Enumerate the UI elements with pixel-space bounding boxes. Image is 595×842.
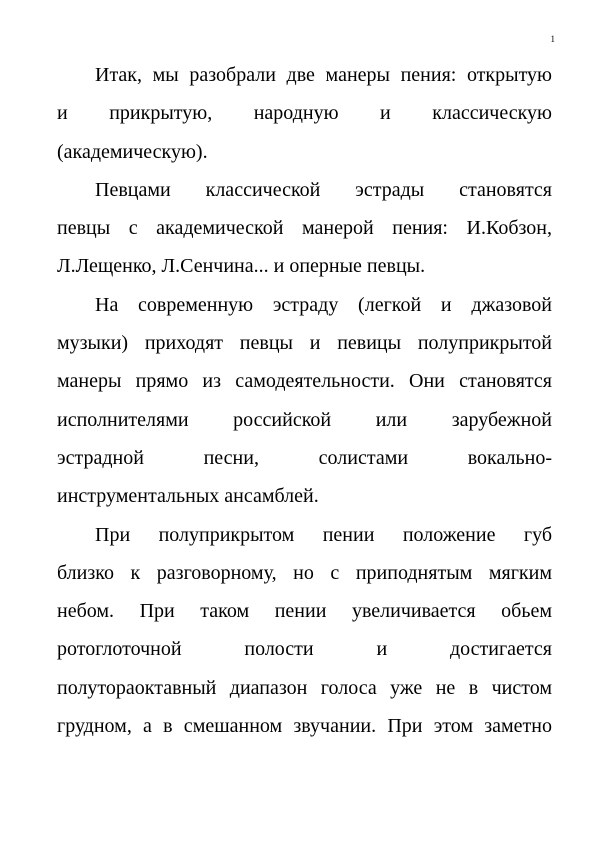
text-line: ротоглоточной полости и достигается bbox=[57, 638, 552, 661]
text-line: манеры прямо из самодеятельности. Они становятся bbox=[57, 370, 552, 393]
text-line: Певцами классической эстрады становятся bbox=[95, 178, 552, 201]
text-line: небом. При таком пении увеличивается обьем bbox=[57, 600, 552, 623]
text-line: исполнителями российской или зарубежной bbox=[57, 408, 552, 431]
text-line: При полуприкрытом пении положение губ bbox=[95, 523, 552, 546]
text-line: певцы с академической манерой пения: И.Кобзон, bbox=[57, 217, 552, 240]
paragraph-1 bbox=[57, 56, 552, 171]
text-line: музыки) приходят певцы и певицы полуприкрытой bbox=[57, 332, 552, 355]
text-line: грудном, а в смешанном звучании. При этом заметно bbox=[57, 715, 552, 738]
text-line: и прикрытую, народную и классическую bbox=[57, 102, 552, 125]
text-line: полутораоктавный диапазон голоса уже не в чистом bbox=[57, 676, 552, 699]
text-line: инструментальных ансамблей. bbox=[57, 485, 319, 508]
paragraph-2 bbox=[57, 171, 552, 286]
paragraph-3 bbox=[57, 286, 552, 516]
text-line: эстрадной песни, солистами вокально- bbox=[57, 446, 552, 469]
text-line: (академическую). bbox=[57, 140, 208, 163]
paragraph-4 bbox=[57, 516, 552, 746]
text-line: На современную эстраду (легкой и джазовой bbox=[95, 293, 552, 316]
text-line: близко к разговорному, но с приподнятым мягким bbox=[57, 561, 552, 584]
page-number: 1 bbox=[550, 34, 555, 44]
text-line: Л.Лещенко, Л.Сенчина... и оперные певцы. bbox=[57, 255, 426, 278]
document-body bbox=[57, 56, 552, 745]
text-line: Итак, мы разобрали две манеры пения: открытую bbox=[95, 64, 552, 86]
